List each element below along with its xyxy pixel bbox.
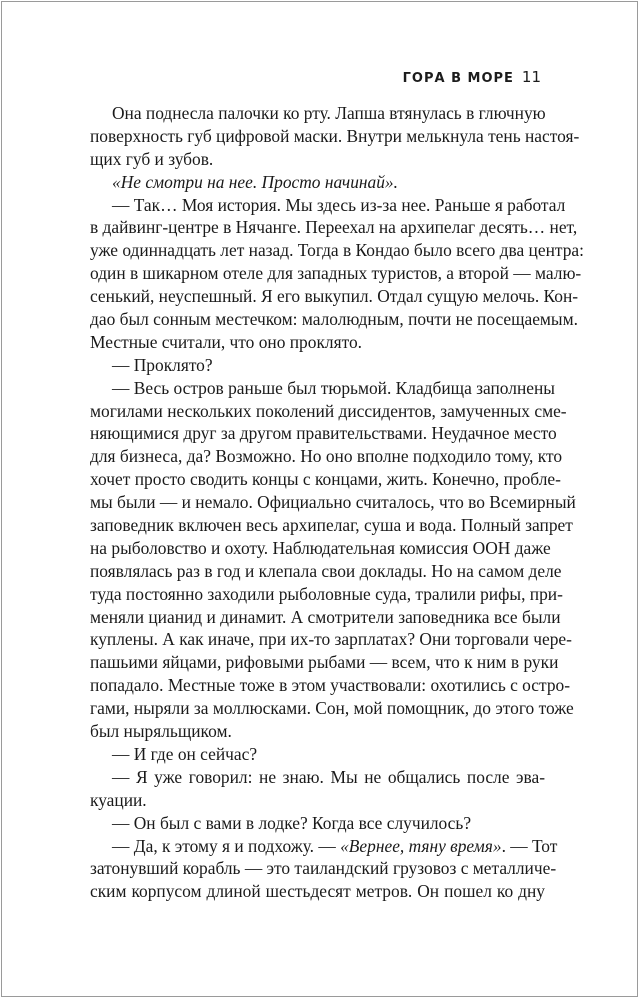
text-line: куации. bbox=[90, 789, 147, 810]
text-fragment: . — Тот bbox=[501, 835, 558, 856]
text-line: на рыболовство и охоту. Наблюдательная комиссия ООН даже bbox=[90, 537, 551, 558]
text-line: дао был сонным местечком: малолюдным, почти не посещаемым. bbox=[90, 309, 578, 330]
text-line: — Так… Моя история. Мы здесь из-за нее. Раньше я работал bbox=[112, 194, 566, 215]
text-line: туда постоянно заходили рыболовные суда, тралили рифы, при- bbox=[90, 583, 563, 604]
text-line: Местные считали, что оно проклято. bbox=[90, 331, 362, 352]
text-line: уже одиннадцать лет назад. Тогда в Кондао было всего два центра: bbox=[90, 240, 584, 261]
text-line: — Весь остров раньше был тюрьмой. Кладбища заполнены bbox=[112, 377, 555, 398]
text-fragment: — Да, к этому я и подхожу. — bbox=[112, 835, 341, 856]
text-line: — Он был с вами в лодке? Когда все случилось? bbox=[112, 812, 472, 833]
page-number: 11 bbox=[521, 68, 541, 86]
text-line: — И где он сейчас? bbox=[112, 743, 258, 764]
book-page bbox=[1, 1, 638, 997]
text-line: поверхность губ цифровой маски. Внутри мелькнула тень настоя- bbox=[90, 125, 580, 146]
text-line: заповедник включен весь архипелаг, суша и вода. Полный запрет bbox=[90, 515, 573, 536]
italic-fragment: «Не смотри на нее. Просто начинай». bbox=[112, 171, 398, 192]
text-line: попадало. Местные тоже в этом участвовали: охотились с остро- bbox=[90, 675, 571, 696]
text-line: сенький, неуспешный. Я его выкупил. Отдал сущую мелочь. Кон- bbox=[90, 286, 579, 307]
text-line: Она поднесла палочки ко рту. Лапша втянулась в глючную bbox=[112, 103, 546, 123]
text-line bbox=[90, 171, 545, 194]
text-line: куплены. А как иначе, при их-то зарплатах? Они торговали чере- bbox=[90, 629, 572, 650]
text-line: пашьими яйцами, рифовыми рыбами — всем, что к ним в руки bbox=[90, 652, 559, 673]
text-line: — Я уже говорил: не знаю. Мы не общались после эва- bbox=[112, 766, 545, 787]
text-line: няющимися друг за другом правительствами. Неудачное место bbox=[90, 423, 557, 444]
body-text bbox=[90, 102, 584, 903]
text-line: один в шикарном отеле для западных туристов, а второй — малю- bbox=[90, 263, 582, 284]
text-line: для бизнеса, да? Возможно. Но оно вполне подходило тому, кто bbox=[90, 446, 563, 467]
running-head bbox=[403, 68, 541, 86]
text-line: — Проклято? bbox=[112, 354, 213, 375]
text-line: хочет просто сводить концы с концами, жить. Конечно, пробле- bbox=[90, 469, 561, 490]
text-line: гами, ныряли за моллюсками. Сон, мой помощник, до этого тоже bbox=[90, 698, 574, 719]
text-line: затонувший корабль — это таиландский грузовоз с металличе- bbox=[90, 858, 557, 879]
text-line: был ныряльщиком. bbox=[90, 721, 232, 742]
text-line: ским корпусом длиной шестьдесят метров. Он пошел ко дну bbox=[90, 881, 545, 902]
running-head-title: ГОРА В МОРЕ bbox=[402, 71, 514, 86]
text-line: могилами нескольких поколений диссидентов, замученных сме- bbox=[90, 400, 567, 421]
text-line bbox=[90, 835, 558, 858]
text-line: в дайвинг-центре в Нячанге. Переехал на архипелаг десять… нет, bbox=[90, 217, 578, 238]
text-line: появлялась раз в год и клепала свои доклады. Но на самом деле bbox=[90, 560, 562, 581]
text-line: меняли цианид и динамит. А смотрители заповедника все были bbox=[90, 606, 561, 627]
text-line: щих губ и зубов. bbox=[90, 148, 214, 169]
text-line: мы были — и немало. Официально считалось, что во Всемирный bbox=[90, 492, 576, 513]
italic-fragment: «Вернее, тяну время» bbox=[340, 835, 502, 856]
